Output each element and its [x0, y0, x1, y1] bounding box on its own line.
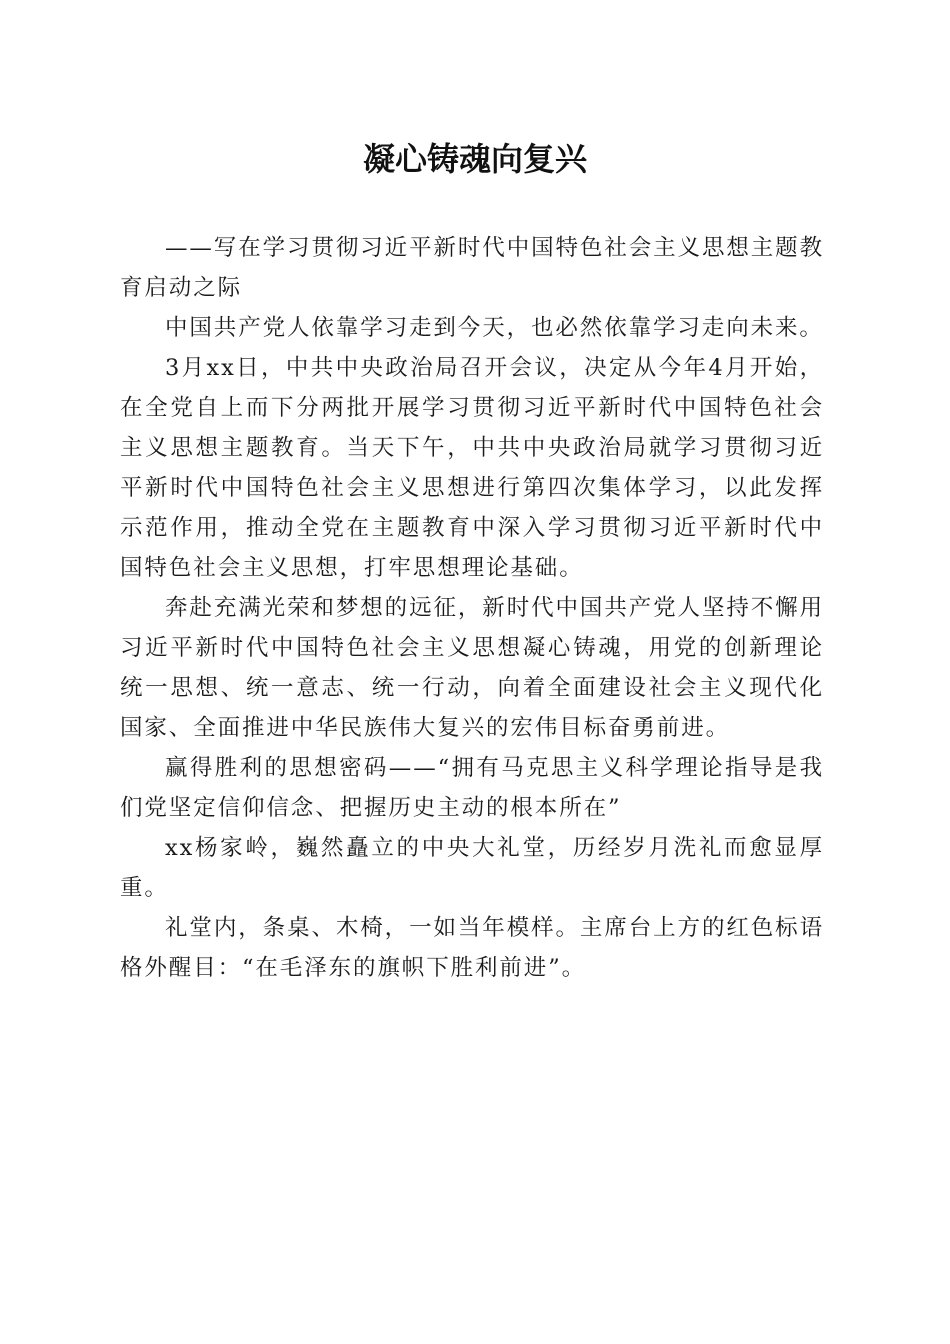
body-paragraph: 奔赴充满光荣和梦想的远征，新时代中国共产党人坚持不懈用习近平新时代中国特色社会主义思想凝心铸魂，用党的创新理论统一思想、统一意志、统一行动，向着全面建设社会主义现代化国家、全面推进中华民族伟大复兴的宏伟目标奋勇前进。: [120, 595, 824, 741]
document-body: [120, 228, 824, 988]
body-paragraph: 中国共产党人依靠学习走到今天，也必然依靠学习走向未来。: [165, 315, 824, 341]
document-title: 凝心铸魂向复兴: [362, 140, 587, 178]
subtitle-paragraph: ——写在学习贯彻习近平新时代中国特色社会主义思想主题教育启动之际: [120, 235, 824, 301]
body-paragraph: xx杨家岭，巍然矗立的中央大礼堂，历经岁月洗礼而愈显厚重。: [120, 835, 824, 901]
body-paragraph: 3月xx日，中共中央政治局召开会议，决定从今年4月开始，在全党自上而下分两批开展学习贯彻习近平新时代中国特色社会主义思想主题教育。当天下午，中共中央政治局就学习贯彻习近平新时代中国特色社会主义思想进行第四次集体学习，以此发挥示范作用，推动全党在主题教育中深入学习贯彻习近平新时代中国特色社会主义思想，打牢思想理论基础。: [120, 355, 824, 581]
section-heading-paragraph: 赢得胜利的思想密码——“拥有马克思主义科学理论指导是我们党坚定信仰信念、把握历史主动的根本所在”: [120, 755, 824, 821]
body-paragraph: 礼堂内，条桌、木椅，一如当年模样。主席台上方的红色标语格外醒目：“在毛泽东的旗帜下胜利前进”。: [120, 915, 824, 981]
